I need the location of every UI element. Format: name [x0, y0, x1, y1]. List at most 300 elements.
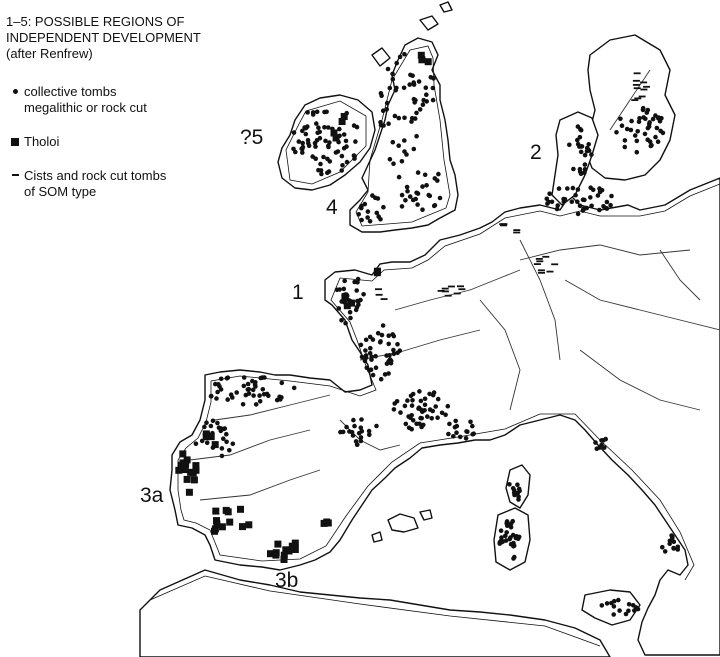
collective-tomb-marker: [378, 339, 383, 344]
collective-tomb-marker: [612, 604, 617, 609]
collective-tomb-marker: [241, 402, 246, 407]
collective-tomb-marker: [388, 86, 393, 91]
collective-tomb-marker: [555, 207, 560, 212]
collective-tomb-marker: [376, 331, 381, 336]
collective-tomb-marker: [367, 429, 372, 434]
collective-tomb-marker: [645, 110, 650, 115]
tholos-marker: [245, 521, 252, 528]
collective-tomb-marker: [396, 143, 401, 148]
collective-tomb-marker: [404, 422, 409, 427]
collective-tomb-marker: [629, 119, 634, 124]
scandinavia-coastline: [585, 35, 675, 180]
collective-tomb-marker: [219, 377, 224, 382]
collective-tomb-marker: [586, 147, 591, 152]
tholos-marker: [226, 519, 233, 526]
collective-tomb-marker: [410, 116, 415, 121]
map-legend: [6, 14, 276, 200]
collective-tomb-marker: [498, 540, 503, 545]
collective-tomb-marker: [359, 218, 364, 223]
tholos-marker: [418, 56, 425, 63]
collective-tomb-marker: [305, 110, 310, 115]
collective-tomb-marker: [436, 172, 441, 177]
collective-tomb-marker: [432, 204, 437, 209]
collective-tomb-marker: [510, 519, 515, 524]
collective-tomb-marker: [355, 442, 360, 447]
collective-tomb-marker: [676, 545, 681, 550]
collective-tomb-marker: [360, 355, 365, 360]
collective-tomb-marker: [355, 280, 360, 285]
collective-tomb-marker: [670, 535, 675, 540]
collective-tomb-marker: [588, 185, 593, 190]
collective-tomb-marker: [635, 139, 640, 144]
collective-tomb-marker: [570, 199, 575, 204]
collective-tomb-marker: [386, 121, 391, 126]
collective-tomb-marker: [253, 384, 258, 389]
collective-tomb-marker: [413, 197, 418, 202]
collective-tomb-marker: [257, 393, 262, 398]
collective-tomb-marker: [614, 130, 619, 135]
collective-tomb-marker: [231, 442, 236, 447]
collective-tomb-marker: [251, 393, 256, 398]
collective-tomb-marker: [404, 152, 409, 157]
collective-tomb-marker: [424, 85, 429, 90]
collective-tomb-marker: [504, 538, 509, 543]
collective-tomb-marker: [266, 393, 271, 398]
collective-tomb-marker: [637, 120, 642, 125]
collective-tomb-marker: [571, 186, 576, 191]
collective-tomb-marker: [334, 150, 339, 155]
collective-tomb-marker: [405, 185, 410, 190]
collective-tomb-marker: [407, 426, 412, 431]
collective-tomb-marker: [204, 420, 209, 425]
collective-tomb-marker: [402, 116, 407, 121]
collective-tomb-marker: [352, 424, 357, 429]
collective-tomb-marker: [597, 208, 602, 213]
collective-tomb-marker: [300, 141, 305, 146]
collective-tomb-marker: [376, 196, 381, 201]
collective-tomb-marker: [337, 306, 342, 311]
collective-tomb-marker: [421, 98, 426, 103]
collective-tomb-marker: [578, 169, 583, 174]
collective-tomb-marker: [431, 98, 436, 103]
collective-tomb-marker: [573, 193, 578, 198]
collective-tomb-marker: [417, 79, 422, 84]
collective-tomb-marker: [517, 535, 522, 540]
collective-tomb-marker: [356, 212, 361, 217]
collective-tomb-marker: [565, 186, 570, 191]
region-label-3b: 3b: [275, 569, 299, 592]
collective-tomb-marker: [470, 424, 475, 429]
collective-tomb-marker: [368, 346, 373, 351]
collective-tomb-marker: [369, 367, 374, 372]
collective-tomb-marker: [342, 132, 347, 137]
collective-tomb-marker: [379, 377, 384, 382]
collective-tomb-marker: [453, 425, 458, 430]
tholos-marker: [179, 450, 186, 457]
collective-tomb-marker: [242, 375, 247, 380]
collective-tomb-marker: [384, 353, 389, 358]
collective-tomb-marker: [359, 343, 364, 348]
tholos-marker: [274, 541, 281, 548]
collective-tomb-marker: [672, 546, 677, 551]
collective-tomb-marker: [326, 125, 331, 130]
collective-tomb-marker: [392, 407, 397, 412]
collective-tomb-marker: [378, 120, 383, 125]
tholos-marker: [341, 293, 348, 300]
balearic-island-tiny: [372, 532, 382, 542]
collective-tomb-marker: [355, 299, 360, 304]
collective-tomb-marker: [617, 608, 622, 613]
collective-tomb-marker: [415, 202, 420, 207]
collective-tomb-marker: [420, 207, 425, 212]
collective-tomb-marker: [279, 395, 284, 400]
balearic-island-small: [420, 510, 432, 520]
tholos-marker: [186, 489, 193, 496]
collective-tomb-marker: [389, 359, 394, 364]
north-africa-coastline: [140, 570, 610, 657]
collective-tomb-marker: [429, 75, 434, 80]
collective-tomb-marker: [511, 556, 516, 561]
legend-item-tholoi: [6, 134, 276, 150]
collective-tomb-marker: [194, 441, 199, 446]
tholos-marker: [191, 476, 198, 483]
collective-tomb-marker: [275, 398, 280, 403]
collective-tomb-marker: [410, 403, 415, 408]
collective-tomb-marker: [649, 144, 654, 149]
collective-tomb-marker: [313, 144, 318, 149]
collective-tomb-marker: [605, 200, 610, 205]
collective-tomb-marker: [350, 430, 355, 435]
collective-tomb-marker: [388, 157, 393, 162]
collective-tomb-marker: [391, 161, 396, 166]
collective-tomb-marker: [421, 102, 426, 107]
tholos-marker: [184, 476, 191, 483]
collective-tomb-marker: [250, 379, 255, 384]
collective-tomb-marker: [254, 402, 259, 407]
collective-tomb-marker: [392, 334, 397, 339]
collective-tomb-marker: [429, 416, 434, 421]
collective-tomb-marker: [425, 414, 430, 419]
collective-tomb-marker: [405, 398, 410, 403]
collective-tomb-marker: [593, 440, 598, 445]
collective-tomb-marker: [435, 415, 440, 420]
legend-label: collective tombs megalithic or rock cut: [24, 84, 147, 115]
collective-tomb-marker: [511, 544, 516, 549]
collective-tomb-marker: [582, 198, 587, 203]
collective-tomb-marker: [419, 399, 424, 404]
collective-tomb-marker: [414, 134, 419, 139]
collective-tomb-marker: [583, 153, 588, 158]
collective-tomb-marker: [626, 609, 631, 614]
tholos-marker: [325, 520, 332, 527]
collective-tomb-marker: [458, 435, 463, 440]
collective-tomb-marker: [315, 138, 320, 143]
collective-tomb-marker: [359, 206, 364, 211]
collective-tomb-marker: [436, 397, 441, 402]
collective-tomb-marker: [342, 287, 347, 292]
collective-tomb-marker: [499, 528, 504, 533]
collective-tomb-marker: [375, 211, 380, 216]
collective-tomb-marker: [400, 159, 405, 164]
collective-tomb-marker: [363, 359, 368, 364]
collective-tomb-marker: [291, 147, 296, 152]
collective-tomb-marker: [417, 389, 422, 394]
collective-tomb-marker: [368, 219, 373, 224]
collective-tomb-marker: [374, 365, 379, 370]
collective-tomb-marker: [323, 139, 328, 144]
collective-tomb-marker: [338, 430, 343, 435]
collective-tomb-marker: [454, 430, 459, 435]
region-label-1: 1: [292, 281, 304, 304]
collective-tomb-marker: [646, 126, 651, 131]
collective-tomb-marker: [443, 413, 448, 418]
region-label-2: 2: [530, 141, 542, 164]
collective-tomb-marker: [419, 407, 424, 412]
collective-tomb-marker: [306, 141, 311, 146]
collective-tomb-marker: [304, 132, 309, 137]
collective-tomb-marker: [420, 184, 425, 189]
collective-tomb-marker: [402, 138, 407, 143]
legend-item-collective-tombs: [6, 84, 276, 116]
region-label-5: ?5: [240, 126, 264, 149]
orkney-island: [420, 16, 438, 30]
collective-tomb-marker: [390, 72, 395, 77]
collective-tomb-marker: [351, 418, 356, 423]
collective-tomb-marker: [402, 86, 407, 91]
collective-tomb-marker: [339, 168, 344, 173]
collective-tomb-marker: [359, 417, 364, 422]
collective-tomb-marker: [468, 420, 473, 425]
collective-tomb-marker: [509, 525, 514, 530]
collective-tomb-marker: [280, 381, 285, 386]
collective-tomb-marker: [412, 82, 417, 87]
collective-tomb-marker: [352, 123, 357, 128]
collective-tomb-marker: [365, 366, 370, 371]
collective-tomb-marker: [345, 160, 350, 165]
collective-tomb-marker: [227, 448, 232, 453]
collective-tomb-marker: [588, 195, 593, 200]
collective-tomb-marker: [508, 535, 513, 540]
collective-tomb-marker: [359, 435, 364, 440]
collective-tomb-marker: [344, 139, 349, 144]
collective-tomb-marker: [365, 215, 370, 220]
collective-tomb-marker: [262, 392, 267, 397]
collective-tomb-marker: [403, 198, 408, 203]
collective-tomb-marker: [447, 422, 452, 427]
collective-tomb-marker: [408, 73, 413, 78]
collective-tomb-marker: [374, 424, 379, 429]
collective-tomb-marker: [620, 123, 625, 128]
hebrides-island: [372, 48, 390, 66]
square-symbol-icon: [6, 134, 24, 146]
collective-tomb-marker: [583, 162, 588, 167]
region-label-4: 4: [326, 196, 338, 219]
collective-tomb-marker: [224, 432, 229, 437]
collective-tomb-marker: [211, 419, 216, 424]
collective-tomb-marker: [335, 288, 340, 293]
tholos-marker: [212, 441, 219, 448]
collective-tomb-marker: [363, 348, 368, 353]
collective-tomb-marker: [325, 157, 330, 162]
collective-tomb-marker: [423, 173, 428, 178]
collective-tomb-marker: [219, 426, 224, 431]
collective-tomb-marker: [379, 91, 384, 96]
tholos-marker: [331, 130, 338, 137]
collective-tomb-marker: [579, 144, 584, 149]
collective-tomb-marker: [605, 601, 610, 606]
collective-tomb-marker: [386, 371, 391, 376]
collective-tomb-marker: [407, 82, 412, 87]
collective-tomb-marker: [623, 145, 628, 150]
collective-tomb-marker: [242, 384, 247, 389]
collective-tomb-marker: [339, 318, 344, 323]
collective-tomb-marker: [397, 116, 402, 121]
collective-tomb-marker: [423, 403, 428, 408]
collective-tomb-marker: [292, 386, 297, 391]
collective-tomb-marker: [608, 203, 613, 208]
collective-tomb-marker: [386, 342, 391, 347]
collective-tomb-marker: [562, 200, 567, 205]
collective-tomb-marker: [400, 193, 405, 198]
channel-island: [440, 2, 452, 12]
collective-tomb-marker: [424, 92, 429, 97]
collective-tomb-marker: [655, 126, 660, 131]
tholos-marker: [272, 552, 279, 559]
collective-tomb-marker: [605, 206, 610, 211]
collective-tomb-marker: [428, 194, 433, 199]
collective-tomb-marker: [611, 612, 616, 617]
collective-tomb-marker: [319, 172, 324, 177]
tholos-marker: [213, 521, 220, 528]
collective-tomb-marker: [648, 139, 653, 144]
legend-title: 1–5: POSSIBLE REGIONS OF INDEPENDENT DEVELOPMENT (after Renfrew): [6, 14, 201, 61]
collective-tomb-marker: [385, 101, 390, 106]
collective-tomb-marker: [348, 310, 353, 315]
collective-tomb-marker: [576, 187, 581, 192]
collective-tomb-marker: [408, 415, 413, 420]
collective-tomb-marker: [576, 212, 581, 217]
tholos-marker: [212, 508, 219, 515]
collective-tomb-marker: [578, 204, 583, 209]
tholos-marker: [208, 433, 215, 440]
collective-tomb-marker: [446, 404, 451, 409]
collective-tomb-marker: [220, 446, 225, 451]
collective-tomb-marker: [663, 549, 668, 554]
collective-tomb-marker: [354, 288, 359, 293]
legend-label: Tholoi: [24, 134, 60, 149]
collective-tomb-marker: [653, 135, 658, 140]
collective-tomb-marker: [418, 416, 423, 421]
collective-tomb-marker: [395, 342, 400, 347]
collective-tomb-marker: [667, 541, 672, 546]
collective-tomb-marker: [612, 599, 617, 604]
collective-tomb-marker: [209, 424, 214, 429]
tholos-marker: [281, 556, 288, 563]
collective-tomb-marker: [381, 323, 386, 328]
collective-tomb-marker: [635, 129, 640, 134]
collective-tomb-marker: [578, 127, 583, 132]
collective-tomb-marker: [392, 401, 397, 406]
collective-tomb-marker: [384, 107, 389, 112]
collective-tomb-marker: [261, 387, 266, 392]
collective-tomb-marker: [661, 131, 666, 136]
collective-tomb-marker: [315, 110, 320, 115]
collective-tomb-marker: [410, 398, 415, 403]
collective-tomb-marker: [292, 130, 297, 135]
balearic-island-large: [388, 514, 418, 532]
collective-tomb-marker: [633, 133, 638, 138]
collective-tomb-marker: [453, 419, 458, 424]
collective-tomb-marker: [215, 421, 220, 426]
collective-tomb-marker: [405, 189, 410, 194]
tholos-marker: [175, 467, 182, 474]
collective-tomb-marker: [545, 201, 550, 206]
collective-tomb-marker: [515, 482, 520, 487]
collective-tomb-marker: [656, 139, 661, 144]
collective-tomb-marker: [418, 107, 423, 112]
collective-tomb-marker: [589, 204, 594, 209]
collective-tomb-marker: [600, 603, 605, 608]
sicily-coastline: [582, 590, 640, 625]
collective-tomb-marker: [643, 132, 648, 137]
collective-tomb-marker: [400, 204, 405, 209]
collective-tomb-marker: [370, 193, 375, 198]
collective-tomb-marker: [359, 425, 364, 430]
collective-tomb-marker: [602, 445, 607, 450]
collective-tomb-marker: [631, 603, 636, 608]
legend-label: Cists and rock cut tombs of SOM type: [24, 168, 167, 199]
collective-tomb-marker: [398, 348, 403, 353]
tholos-marker: [339, 118, 346, 125]
collective-tomb-marker: [586, 142, 591, 147]
collective-tomb-marker: [618, 117, 623, 122]
collective-tomb-marker: [371, 337, 376, 342]
collective-tomb-marker: [464, 429, 469, 434]
collective-tomb-marker: [660, 545, 665, 550]
collective-tomb-marker: [589, 152, 594, 157]
collective-tomb-marker: [616, 598, 621, 603]
collective-tomb-marker: [575, 199, 580, 204]
collective-tomb-marker: [311, 110, 316, 115]
collective-tomb-marker: [373, 354, 378, 359]
collective-tomb-marker: [225, 397, 230, 402]
collective-tomb-marker: [435, 178, 440, 183]
collective-tomb-marker: [394, 86, 399, 91]
collective-tomb-marker: [230, 395, 235, 400]
collective-tomb-marker: [371, 373, 376, 378]
tholos-marker: [374, 269, 381, 276]
collective-tomb-marker: [414, 422, 419, 427]
collective-tomb-marker: [424, 183, 429, 188]
collective-tomb-marker: [627, 602, 632, 607]
collective-tomb-marker: [369, 357, 374, 362]
collective-tomb-marker: [636, 607, 641, 612]
collective-tomb-marker: [342, 146, 347, 151]
collective-tomb-marker: [340, 154, 345, 159]
collective-tomb-marker: [647, 120, 652, 125]
collective-tomb-marker: [609, 194, 614, 199]
collective-tomb-marker: [433, 404, 438, 409]
collective-tomb-marker: [386, 333, 391, 338]
collective-tomb-marker: [581, 208, 586, 213]
dot-symbol-icon: [6, 84, 24, 94]
collective-tomb-marker: [342, 279, 347, 284]
collective-tomb-marker: [413, 98, 418, 103]
collective-tomb-marker: [672, 540, 677, 545]
collective-tomb-marker: [423, 397, 428, 402]
collective-tomb-marker: [318, 162, 323, 167]
collective-tomb-marker: [412, 147, 417, 152]
